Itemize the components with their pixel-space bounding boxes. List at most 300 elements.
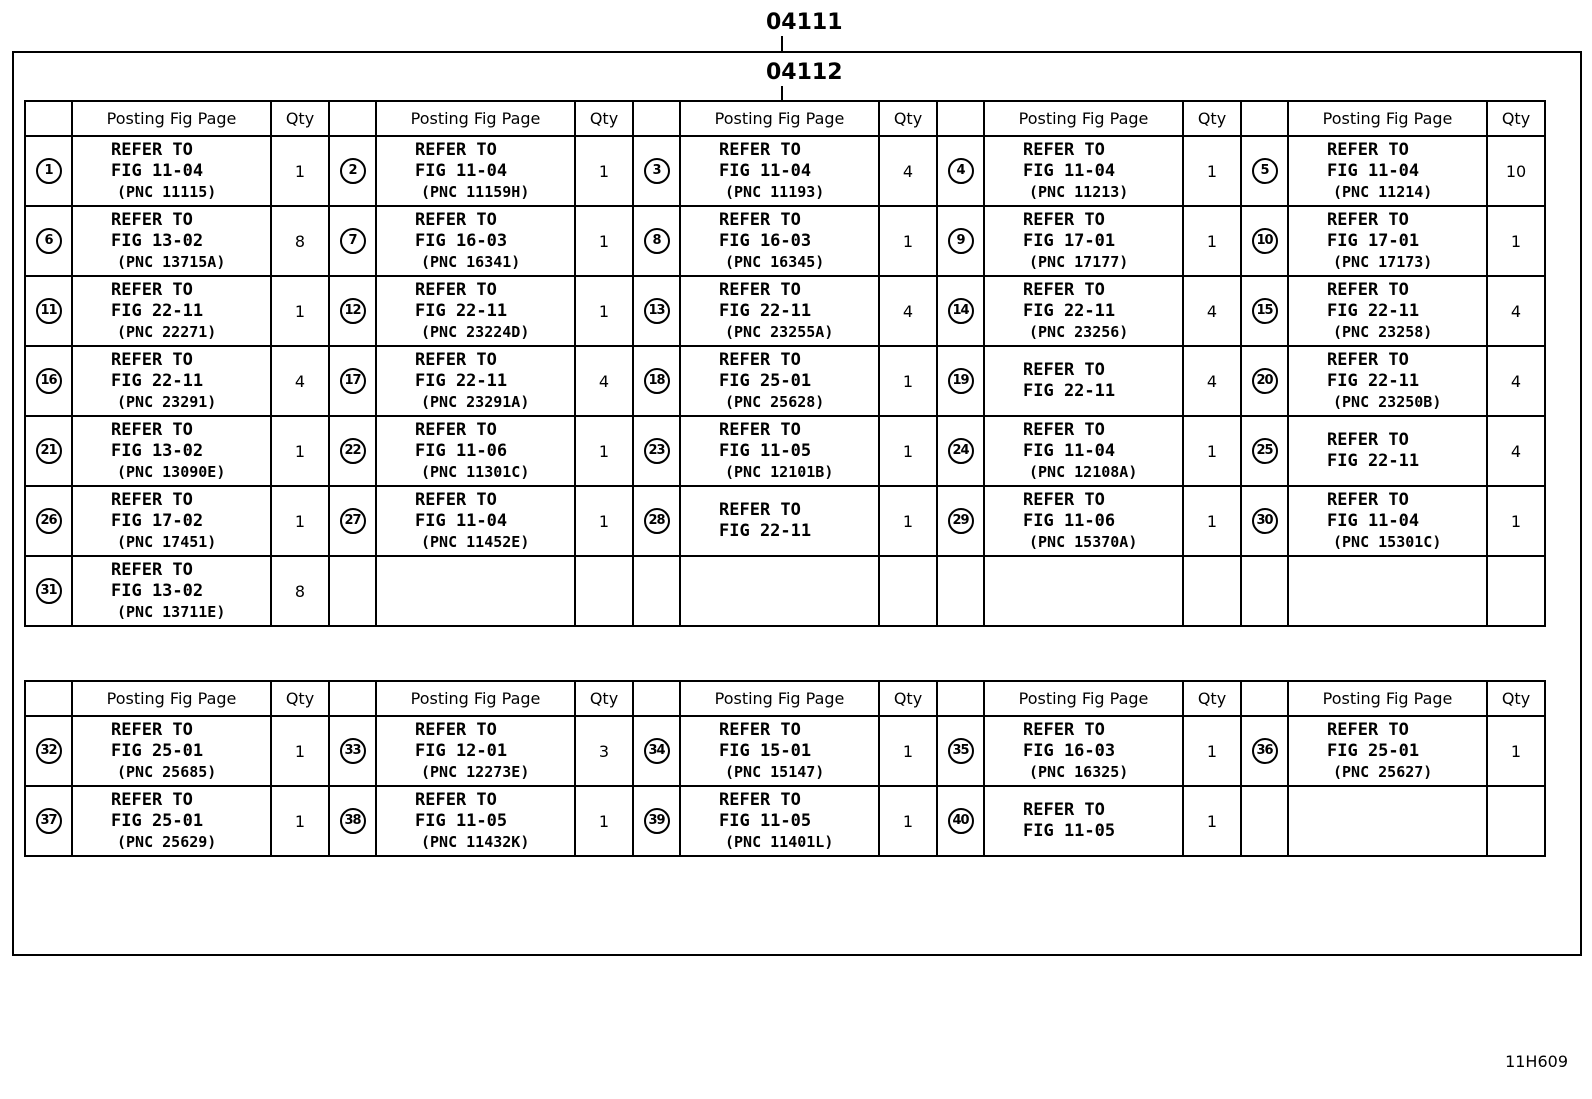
item-number-cell: [1241, 416, 1288, 486]
table-row: [25, 786, 1545, 856]
qty-cell: 4: [1487, 416, 1545, 486]
empty-cell: [1183, 556, 1241, 626]
circled-number: 2: [340, 158, 366, 184]
circled-number: 24: [948, 438, 974, 464]
pnc-number: (PNC 25628): [725, 392, 825, 411]
table-row: [25, 136, 1545, 206]
qty-cell: 1: [575, 416, 633, 486]
circled-number: 7: [340, 228, 366, 254]
posting-fig-page-cell: [72, 136, 271, 206]
circled-number: 6: [36, 228, 62, 254]
item-number-cell: [633, 276, 680, 346]
pnc-number: (PNC 11213): [1029, 182, 1129, 201]
empty-cell: [937, 556, 984, 626]
circled-number: 26: [36, 508, 62, 534]
header-qty: Qty: [879, 101, 937, 136]
qty-cell: 1: [1487, 716, 1545, 786]
fig-reference: FIG 11-04: [719, 160, 812, 181]
item-number-cell: [633, 716, 680, 786]
qty-cell: 4: [1487, 276, 1545, 346]
pnc-number: (PNC 23256): [1029, 322, 1129, 341]
empty-cell: [1241, 786, 1288, 856]
refer-to-text: REFER TO: [1023, 719, 1105, 740]
refer-to-text: REFER TO: [415, 789, 497, 810]
refer-to-text: REFER TO: [1327, 349, 1409, 370]
header-posting-fig-page: Posting Fig Page: [984, 101, 1183, 136]
posting-fig-page-cell: [376, 276, 575, 346]
circled-number: 22: [340, 438, 366, 464]
item-number-cell: [25, 206, 72, 276]
qty-cell: 4: [1183, 346, 1241, 416]
refer-to-text: REFER TO: [1327, 719, 1409, 740]
fig-reference: FIG 11-06: [415, 440, 508, 461]
circled-number: 37: [36, 808, 62, 834]
item-number-cell: [633, 786, 680, 856]
empty-cell: [329, 556, 376, 626]
fig-reference: FIG 11-05: [415, 810, 508, 831]
pnc-number: (PNC 11193): [725, 182, 825, 201]
refer-to-text: REFER TO: [415, 349, 497, 370]
pnc-number: (PNC 23250B): [1333, 392, 1442, 411]
qty-cell: 1: [1183, 206, 1241, 276]
posting-fig-page-cell: [984, 206, 1183, 276]
empty-cell: [1487, 786, 1545, 856]
posting-fig-page-cell: [72, 786, 271, 856]
posting-fig-page-cell: [376, 136, 575, 206]
empty-cell: [1288, 786, 1487, 856]
header-blank: [937, 681, 984, 716]
table-row: [25, 276, 1545, 346]
item-number-cell: [329, 136, 376, 206]
refer-to-text: REFER TO: [1327, 430, 1409, 450]
item-number-cell: [1241, 486, 1288, 556]
refer-to-text: REFER TO: [719, 719, 801, 740]
pnc-number: (PNC 16325): [1029, 762, 1129, 781]
pnc-number: (PNC 23258): [1333, 322, 1433, 341]
item-number-cell: [1241, 716, 1288, 786]
header-qty: Qty: [575, 101, 633, 136]
refer-to-text: REFER TO: [1023, 139, 1105, 160]
fig-reference: FIG 16-03: [719, 230, 812, 251]
item-number-cell: [937, 206, 984, 276]
posting-fig-page-cell: [680, 346, 879, 416]
pnc-number: (PNC 11214): [1333, 182, 1433, 201]
item-number-cell: [25, 276, 72, 346]
circled-number: 16: [36, 368, 62, 394]
header-posting-fig-page: Posting Fig Page: [376, 681, 575, 716]
header-posting-fig-page: Posting Fig Page: [984, 681, 1183, 716]
fig-reference: FIG 25-01: [111, 810, 204, 831]
item-number-cell: [937, 786, 984, 856]
qty-cell: 1: [575, 206, 633, 276]
pnc-number: (PNC 11159H): [421, 182, 530, 201]
qty-cell: 1: [575, 486, 633, 556]
qty-cell: 8: [271, 556, 329, 626]
refer-to-text: REFER TO: [1023, 360, 1105, 380]
fig-reference: FIG 25-01: [719, 370, 812, 391]
posting-fig-page-cell: [680, 206, 879, 276]
circled-number: 15: [1252, 298, 1278, 324]
item-number-cell: [937, 276, 984, 346]
qty-cell: 8: [271, 206, 329, 276]
circled-number: 9: [948, 228, 974, 254]
item-number-cell: [937, 716, 984, 786]
circled-number: 20: [1252, 368, 1278, 394]
pnc-number: (PNC 11301C): [421, 462, 530, 481]
header-qty: Qty: [271, 101, 329, 136]
posting-fig-page-cell: [376, 416, 575, 486]
header-blank: [1241, 101, 1288, 136]
refer-to-text: REFER TO: [415, 279, 497, 300]
table-row: [25, 716, 1545, 786]
posting-fig-page-cell: [984, 416, 1183, 486]
item-number-cell: [329, 716, 376, 786]
circled-number: 3: [644, 158, 670, 184]
circled-number: 34: [644, 738, 670, 764]
refer-to-text: REFER TO: [1327, 139, 1409, 160]
refer-to-text: REFER TO: [111, 419, 193, 440]
refer-to-text: REFER TO: [719, 279, 801, 300]
pnc-number: (PNC 25627): [1333, 762, 1433, 781]
qty-cell: 1: [879, 206, 937, 276]
header-qty: Qty: [1183, 681, 1241, 716]
pnc-number: (PNC 12108A): [1029, 462, 1138, 481]
fig-reference: FIG 11-04: [415, 510, 508, 531]
pnc-number: (PNC 16345): [725, 252, 825, 271]
fig-reference: FIG 11-04: [1023, 440, 1116, 461]
empty-cell: [376, 556, 575, 626]
qty-cell: 1: [1183, 486, 1241, 556]
empty-cell: [1288, 556, 1487, 626]
fig-reference: FIG 15-01: [719, 740, 812, 761]
table-row: [25, 416, 1545, 486]
posting-fig-page-cell: [376, 206, 575, 276]
circled-number: 18: [644, 368, 670, 394]
item-number-cell: [329, 486, 376, 556]
header-qty: Qty: [1183, 101, 1241, 136]
posting-fig-page-cell: [680, 716, 879, 786]
pnc-number: (PNC 13715A): [117, 252, 226, 271]
item-number-cell: [25, 716, 72, 786]
pnc-number: (PNC 15370A): [1029, 532, 1138, 551]
posting-fig-page-cell: [72, 716, 271, 786]
qty-cell: 4: [879, 136, 937, 206]
item-number-cell: [1241, 346, 1288, 416]
empty-cell: [984, 556, 1183, 626]
header-blank: [25, 681, 72, 716]
circled-number: 31: [36, 578, 62, 604]
fig-reference: FIG 16-03: [415, 230, 508, 251]
pnc-number: (PNC 12273E): [421, 762, 530, 781]
pnc-number: (PNC 23291A): [421, 392, 530, 411]
qty-cell: 1: [879, 486, 937, 556]
qty-cell: 1: [271, 416, 329, 486]
qty-cell: 4: [879, 276, 937, 346]
header-qty: Qty: [1487, 681, 1545, 716]
header-posting-fig-page: Posting Fig Page: [1288, 101, 1487, 136]
fig-reference: FIG 11-05: [1023, 821, 1116, 841]
item-number-cell: [25, 786, 72, 856]
refer-to-text: REFER TO: [415, 719, 497, 740]
fig-reference: FIG 22-11: [1023, 300, 1116, 321]
header-blank: [633, 101, 680, 136]
connector-line-top: [781, 36, 783, 52]
fig-reference: FIG 16-03: [1023, 740, 1116, 761]
circled-number: 30: [1252, 508, 1278, 534]
refer-to-text: REFER TO: [719, 139, 801, 160]
posting-fig-page-cell: [984, 786, 1183, 856]
circled-number: 12: [340, 298, 366, 324]
pnc-number: (PNC 12101B): [725, 462, 834, 481]
qty-cell: 4: [1487, 346, 1545, 416]
qty-cell: 1: [271, 716, 329, 786]
qty-cell: 1: [879, 716, 937, 786]
posting-fig-page-cell: [72, 416, 271, 486]
circled-number: 13: [644, 298, 670, 324]
header-qty: Qty: [575, 681, 633, 716]
refer-to-text: REFER TO: [111, 559, 193, 580]
pnc-number: (PNC 17451): [117, 532, 217, 551]
fig-reference: FIG 11-04: [1327, 510, 1420, 531]
circled-number: 4: [948, 158, 974, 184]
fig-reference: FIG 13-02: [111, 580, 204, 601]
pnc-number: (PNC 17177): [1029, 252, 1129, 271]
refer-to-text: REFER TO: [111, 719, 193, 740]
pnc-number: (PNC 15147): [725, 762, 825, 781]
posting-fig-page-cell: [1288, 346, 1487, 416]
item-number-cell: [329, 206, 376, 276]
fig-reference: FIG 22-11: [1327, 300, 1420, 321]
pnc-number: (PNC 25685): [117, 762, 217, 781]
circled-number: 14: [948, 298, 974, 324]
posting-fig-page-cell: [72, 206, 271, 276]
qty-cell: 1: [271, 276, 329, 346]
fig-reference: FIG 22-11: [719, 521, 812, 541]
header-posting-fig-page: Posting Fig Page: [376, 101, 575, 136]
fig-reference: FIG 12-01: [415, 740, 508, 761]
refer-to-text: REFER TO: [111, 209, 193, 230]
header-qty: Qty: [271, 681, 329, 716]
qty-cell: 1: [575, 136, 633, 206]
empty-cell: [575, 556, 633, 626]
table-row: [25, 556, 1545, 626]
header-blank: [633, 681, 680, 716]
item-number-cell: [937, 486, 984, 556]
fig-reference: FIG 13-02: [111, 440, 204, 461]
qty-cell: 1: [879, 786, 937, 856]
pnc-number: (PNC 15301C): [1333, 532, 1442, 551]
header-posting-fig-page: Posting Fig Page: [72, 101, 271, 136]
fig-reference: FIG 22-11: [719, 300, 812, 321]
refer-to-text: REFER TO: [719, 419, 801, 440]
fig-reference: FIG 22-11: [1023, 381, 1116, 401]
circled-number: 23: [644, 438, 670, 464]
posting-fig-page-cell: [680, 786, 879, 856]
posting-fig-page-cell: [680, 416, 879, 486]
qty-cell: 10: [1487, 136, 1545, 206]
qty-cell: 1: [879, 416, 937, 486]
item-number-cell: [1241, 276, 1288, 346]
pnc-number: (PNC 22271): [117, 322, 217, 341]
item-number-cell: [633, 136, 680, 206]
item-number-cell: [329, 346, 376, 416]
qty-cell: 4: [1183, 276, 1241, 346]
refer-to-text: REFER TO: [111, 139, 193, 160]
posting-fig-page-cell: [680, 136, 879, 206]
circled-number: 1: [36, 158, 62, 184]
item-number-cell: [329, 276, 376, 346]
fig-reference: FIG 22-11: [415, 370, 508, 391]
refer-to-text: REFER TO: [111, 279, 193, 300]
circled-number: 27: [340, 508, 366, 534]
fig-reference: FIG 25-01: [111, 740, 204, 761]
qty-cell: 1: [271, 136, 329, 206]
posting-fig-page-cell: [1288, 276, 1487, 346]
circled-number: 28: [644, 508, 670, 534]
circled-number: 11: [36, 298, 62, 324]
pnc-number: (PNC 16341): [421, 252, 521, 271]
item-number-cell: [633, 346, 680, 416]
refer-to-text: REFER TO: [415, 139, 497, 160]
fig-reference: FIG 17-01: [1327, 230, 1420, 251]
pnc-number: (PNC 11401L): [725, 832, 834, 851]
circled-number: 5: [1252, 158, 1278, 184]
qty-cell: 4: [271, 346, 329, 416]
fig-reference: FIG 22-11: [111, 370, 204, 391]
posting-fig-page-cell: [984, 136, 1183, 206]
circled-number: 35: [948, 738, 974, 764]
fig-reference: FIG 11-05: [719, 440, 812, 461]
header-row: [25, 101, 1545, 136]
item-number-cell: [25, 416, 72, 486]
circled-number: 33: [340, 738, 366, 764]
qty-cell: 1: [1183, 716, 1241, 786]
header-posting-fig-page: Posting Fig Page: [680, 681, 879, 716]
pnc-number: (PNC 11432K): [421, 832, 530, 851]
empty-cell: [680, 556, 879, 626]
posting-fig-page-cell: [1288, 486, 1487, 556]
qty-cell: 1: [1183, 416, 1241, 486]
item-number-cell: [329, 786, 376, 856]
qty-cell: 4: [575, 346, 633, 416]
header-blank: [937, 101, 984, 136]
assembly-number-04111: 04111: [766, 10, 843, 35]
fig-reference: FIG 11-05: [719, 810, 812, 831]
item-number-cell: [25, 346, 72, 416]
refer-to-text: REFER TO: [719, 349, 801, 370]
fig-reference: FIG 22-11: [1327, 370, 1420, 391]
fig-reference: FIG 22-11: [1327, 451, 1420, 471]
pnc-number: (PNC 11115): [117, 182, 217, 201]
circled-number: 21: [36, 438, 62, 464]
qty-cell: 1: [1183, 136, 1241, 206]
pnc-number: (PNC 23255A): [725, 322, 834, 341]
refer-to-text: REFER TO: [111, 789, 193, 810]
refer-to-text: REFER TO: [111, 349, 193, 370]
posting-fig-page-cell: [984, 486, 1183, 556]
fig-reference: FIG 17-01: [1023, 230, 1116, 251]
pnc-number: (PNC 23291): [117, 392, 217, 411]
fig-reference: FIG 11-04: [1327, 160, 1420, 181]
refer-to-text: REFER TO: [415, 419, 497, 440]
refer-to-text: REFER TO: [1023, 800, 1105, 820]
pnc-number: (PNC 23224D): [421, 322, 530, 341]
table-row: [25, 206, 1545, 276]
empty-cell: [879, 556, 937, 626]
circled-number: 32: [36, 738, 62, 764]
fig-reference: FIG 17-02: [111, 510, 204, 531]
empty-cell: [1241, 556, 1288, 626]
item-number-cell: [25, 486, 72, 556]
table-row: [25, 346, 1545, 416]
circled-number: 39: [644, 808, 670, 834]
fig-reference: FIG 11-04: [415, 160, 508, 181]
item-number-cell: [1241, 136, 1288, 206]
item-number-cell: [633, 206, 680, 276]
table-row: [25, 486, 1545, 556]
refer-to-text: REFER TO: [1023, 279, 1105, 300]
posting-fig-page-cell: [984, 716, 1183, 786]
refer-to-text: REFER TO: [719, 209, 801, 230]
posting-fig-page-cell: [376, 486, 575, 556]
refer-to-text: REFER TO: [111, 489, 193, 510]
refer-to-text: REFER TO: [719, 789, 801, 810]
item-number-cell: [937, 136, 984, 206]
pnc-number: (PNC 25629): [117, 832, 217, 851]
reference-table-2: [24, 680, 1546, 857]
refer-to-text: REFER TO: [1023, 489, 1105, 510]
pnc-number: (PNC 17173): [1333, 252, 1433, 271]
item-number-cell: [1241, 206, 1288, 276]
circled-number: 25: [1252, 438, 1278, 464]
posting-fig-page-cell: [376, 716, 575, 786]
posting-fig-page-cell: [376, 786, 575, 856]
header-qty: Qty: [1487, 101, 1545, 136]
header-blank: [1241, 681, 1288, 716]
fig-reference: FIG 22-11: [111, 300, 204, 321]
posting-fig-page-cell: [72, 346, 271, 416]
header-blank: [329, 681, 376, 716]
fig-reference: FIG 11-06: [1023, 510, 1116, 531]
posting-fig-page-cell: [1288, 136, 1487, 206]
circled-number: 36: [1252, 738, 1278, 764]
refer-to-text: REFER TO: [1023, 419, 1105, 440]
qty-cell: 1: [1183, 786, 1241, 856]
item-number-cell: [25, 136, 72, 206]
header-row: [25, 681, 1545, 716]
header-posting-fig-page: Posting Fig Page: [680, 101, 879, 136]
refer-to-text: REFER TO: [1023, 209, 1105, 230]
refer-to-text: REFER TO: [1327, 489, 1409, 510]
item-number-cell: [937, 416, 984, 486]
circled-number: 17: [340, 368, 366, 394]
fig-reference: FIG 11-04: [1023, 160, 1116, 181]
assembly-number-04112: 04112: [766, 60, 843, 85]
posting-fig-page-cell: [1288, 206, 1487, 276]
posting-fig-page-cell: [984, 276, 1183, 346]
header-posting-fig-page: Posting Fig Page: [1288, 681, 1487, 716]
posting-fig-page-cell: [72, 486, 271, 556]
fig-reference: FIG 22-11: [415, 300, 508, 321]
illustration-code: 11H609: [1505, 1052, 1568, 1071]
posting-fig-page-cell: [376, 346, 575, 416]
fig-reference: FIG 25-01: [1327, 740, 1420, 761]
fig-reference: FIG 11-04: [111, 160, 204, 181]
qty-cell: 1: [575, 276, 633, 346]
fig-reference: FIG 13-02: [111, 230, 204, 251]
posting-fig-page-cell: [72, 276, 271, 346]
pnc-number: (PNC 13090E): [117, 462, 226, 481]
